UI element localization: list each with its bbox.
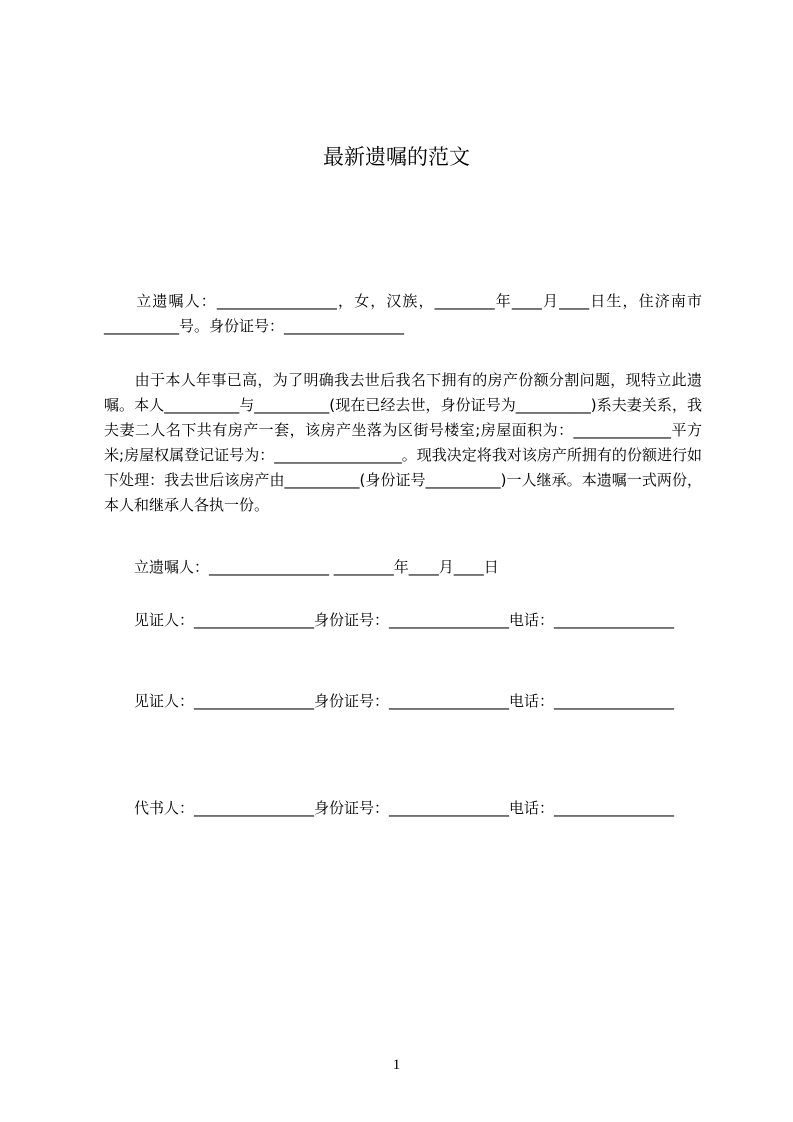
scribe-line: 代书人：________________身份证号：________________电话：________________	[104, 799, 675, 817]
testator-signature-line: 立遗嘱人：________________ ________年____月____日	[104, 558, 499, 576]
will-body-paragraph: 由于本人年事已高，为了明确我去世后我名下拥有的房产份额分割问题，现特立此遗嘱。本人__________与__________(现在已经去世，身份证号为__________)系夫妻关系，我夫妻二人名下共有房产一套，该房产坐落为区街号楼室;房屋面积为：_____________平方米;房屋权属登记证号为：_________________。现我决定将我对该房产所拥有的份额进行如下处理：我去世后该房产由__________(身份证号__________)一人继承。本遗嘱一式两份，本人和继承人各执一份。	[104, 371, 702, 514]
witness-line-1: 见证人：________________身份证号：________________电话：________________	[104, 611, 675, 629]
testator-info-paragraph: 立遗嘱人：________________，女，汉族，________年____月____日生，住济南市__________号。身份证号：________________	[104, 292, 702, 335]
document-title: 最新遗嘱的范文	[323, 145, 470, 169]
page-number: 1	[392, 1057, 401, 1073]
witness-line-2: 见证人：________________身份证号：________________电话：________________	[104, 692, 675, 710]
